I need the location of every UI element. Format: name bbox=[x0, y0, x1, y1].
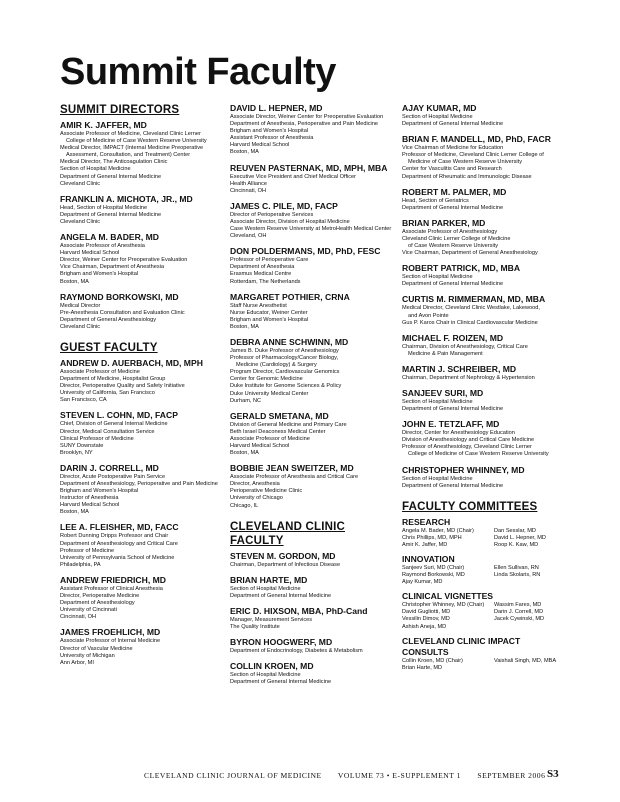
faculty-detail-line: Boston, MA bbox=[60, 278, 89, 285]
faculty-detail-line: Section of Hospital Medicine bbox=[402, 114, 473, 120]
faculty-entry bbox=[230, 551, 392, 569]
faculty-entry bbox=[60, 292, 220, 331]
faculty-detail-line: Department of General Internal Medicine bbox=[402, 204, 504, 211]
faculty-detail-line: Harvard Medical School bbox=[230, 142, 290, 149]
faculty-entry bbox=[60, 627, 220, 666]
committee-member: Ellen Sullivan, RN bbox=[494, 565, 539, 571]
faculty-entry bbox=[230, 637, 392, 655]
committee-member: Raymond Borkowski, MD bbox=[402, 572, 465, 579]
faculty-detail-line: Department of General Internal Medicine bbox=[230, 679, 332, 686]
committee-member: Collin Kroen, MD (Chair) bbox=[402, 657, 463, 664]
faculty-name: ERIC D. HIXSON, MBA, PhD-Cand bbox=[230, 605, 368, 616]
committee-member: Chris Phillips, MD, MPH bbox=[402, 534, 462, 541]
faculty-detail-line: James B. Duke Professor of Anesthesiology bbox=[230, 347, 339, 354]
committee-member: Angela M. Bader, MD (Chair) bbox=[402, 527, 474, 534]
faculty-detail-line: Ann Arbor, MI bbox=[60, 659, 94, 666]
committee-member: Amir K. Jaffer, MD bbox=[402, 541, 448, 548]
faculty-detail-line: and Avon Pointe bbox=[408, 312, 449, 319]
faculty-detail-line: Staff Nurse Anesthetist bbox=[230, 302, 287, 309]
faculty-name: BRIAN F. MANDELL, MD, PhD, FACR bbox=[402, 134, 551, 145]
faculty-detail-line: Chairman, Department of Nephrology & Hypertension bbox=[402, 374, 535, 381]
committee bbox=[402, 554, 567, 586]
committee-member: Roop K. Kaw, MD bbox=[494, 541, 539, 548]
faculty-entry bbox=[402, 419, 567, 458]
cleveland-faculty-list-b bbox=[402, 103, 567, 490]
faculty-entry bbox=[230, 201, 392, 240]
faculty-detail-line: Section of Hospital Medicine bbox=[230, 672, 301, 679]
faculty-detail-line: Harvard Medical School bbox=[60, 250, 120, 257]
faculty-detail-line: Medicine (Cardiology) & Surgery bbox=[236, 362, 317, 369]
faculty-detail-line: Pre-Anesthesia Consultation and Evaluation Clinic bbox=[60, 309, 185, 316]
faculty-detail-line: SUNY Downstate bbox=[60, 442, 104, 449]
faculty-name: COLLIN KROEN, MD bbox=[230, 661, 314, 672]
faculty-detail-line: Medical Director, The Anticoagulation Clinic bbox=[60, 159, 168, 166]
footer bbox=[144, 771, 559, 780]
faculty-detail-line: Instructor of Anesthesia bbox=[60, 495, 119, 502]
committee-member bbox=[494, 624, 567, 631]
faculty-detail-line: Department of General Internal Medicine bbox=[230, 592, 332, 599]
faculty-detail-line: Cleveland Clinic Lerner College of Medicine bbox=[402, 235, 511, 242]
section-faculty-committees: FACULTY COMMITTEES bbox=[402, 500, 538, 513]
section-guest-faculty: GUEST FACULTY bbox=[60, 341, 158, 354]
faculty-entry bbox=[402, 294, 567, 326]
faculty-detail-line: Perioperative Medicine Clinic bbox=[230, 488, 303, 495]
faculty-name: ROBERT PATRICK, MD, MBA bbox=[402, 263, 521, 274]
faculty-detail-line: Assessment, Consultation, and Treatment) Center bbox=[66, 152, 191, 159]
faculty-detail-line: Cleveland Clinic bbox=[60, 180, 101, 187]
faculty-detail-line: Professor of Medicine bbox=[60, 547, 115, 554]
faculty-detail-line: Section of Hospital Medicine bbox=[60, 166, 131, 173]
committee-member: Ajay Kumar, MD bbox=[402, 579, 443, 586]
faculty-detail-line: Assistant Professor of Clinical Anesthesia bbox=[60, 585, 163, 592]
faculty-name: AJAY KUMAR, MD bbox=[402, 103, 477, 113]
section-cleveland-clinic-faculty: CLEVELAND CLINIC FACULTY bbox=[230, 520, 346, 547]
committee-name: CLINICAL VIGNETTES bbox=[402, 591, 494, 602]
faculty-detail-line: Cincinnati, OH bbox=[60, 614, 97, 621]
faculty-entry bbox=[402, 465, 567, 490]
faculty-entry bbox=[402, 187, 567, 212]
faculty-detail-line: University of Michigan bbox=[60, 652, 115, 659]
faculty-name: LEE A. FLEISHER, MD, FACC bbox=[60, 522, 179, 533]
faculty-name: BRIAN HARTE, MD bbox=[230, 574, 308, 585]
faculty-detail-line: Assistant Professor of Anesthesia bbox=[230, 135, 314, 142]
faculty-detail-line: Gus P. Karos Chair in Clinical Cardiovascular Medicine bbox=[402, 319, 538, 326]
faculty-detail-line: Director, Medical Consultation Service bbox=[60, 428, 155, 435]
committee-member: Dan Sesslar, MD bbox=[494, 527, 536, 534]
faculty-detail-line: Manager, Measurement Services bbox=[230, 616, 313, 623]
faculty-detail-line: Department of General Anesthesiology bbox=[60, 316, 157, 323]
summit-directors-list bbox=[60, 120, 220, 331]
faculty-detail-line: Department of Medicine, Hospitalist Group bbox=[60, 376, 166, 383]
faculty-detail-line: of Case Western Reserve University bbox=[408, 243, 499, 250]
faculty-detail-line: Vice Chairman, Department of General Anesthesiology bbox=[402, 250, 538, 257]
faculty-entry bbox=[230, 337, 392, 405]
committees-list bbox=[402, 517, 567, 672]
faculty-detail-line: Robert Dunning Dripps Professor and Chair bbox=[60, 533, 169, 540]
faculty-name: STEVEN M. GORDON, MD bbox=[230, 550, 336, 561]
faculty-detail-line: Center for Vasculitis Care and Research bbox=[402, 166, 502, 173]
faculty-name: FRANKLIN A. MICHOTA, JR., MD bbox=[60, 193, 193, 204]
faculty-detail-line: Professor of Perioperative Care bbox=[230, 257, 309, 264]
faculty-detail-line: Cleveland, OH bbox=[230, 233, 267, 240]
faculty-detail-line: College of Medicine of Case Western Reserve University bbox=[66, 138, 207, 145]
faculty-detail-line: Department of General Internal Medicine bbox=[402, 482, 504, 489]
faculty-detail-line: Medicine & Pain Management bbox=[408, 350, 483, 357]
faculty-name: ANDREW FRIEDRICH, MD bbox=[60, 574, 166, 585]
committee-members bbox=[402, 602, 567, 630]
faculty-detail-line: Division of General Medicine and Primary Care bbox=[230, 421, 347, 428]
committee-member: Wassim Fares, MD bbox=[494, 602, 542, 609]
faculty-name: DEBRA ANNE SCHWINN, MD bbox=[230, 336, 349, 347]
faculty-name: BRIAN PARKER, MD bbox=[402, 217, 486, 228]
faculty-detail-line: Associate Professor of Medicine bbox=[60, 368, 140, 375]
faculty-name: JAMES FROEHLICH, MD bbox=[60, 627, 161, 638]
faculty-detail-line: Brigham and Women's Hospital bbox=[60, 271, 139, 278]
faculty-detail-line: University of Cincinnati bbox=[60, 607, 117, 614]
faculty-detail-line: Cincinnati, OH bbox=[230, 187, 267, 194]
footer-journal: CLEVELAND CLINIC JOURNAL OF MEDICINE bbox=[144, 771, 322, 780]
faculty-entry bbox=[60, 194, 220, 226]
faculty-entry bbox=[60, 410, 220, 456]
faculty-detail-line: University of Chicago bbox=[230, 495, 283, 502]
faculty-detail-line: Director, Perioperative Medicine bbox=[60, 593, 140, 600]
faculty-detail-line: Duke University Medical Center bbox=[230, 390, 309, 397]
committee-member: Jacek Cywinski, MD bbox=[494, 616, 545, 623]
faculty-detail-line: University of Pennsylvania School of Medicine bbox=[60, 554, 175, 561]
faculty-detail-line: Department of General Internal Medicine bbox=[60, 211, 162, 218]
faculty-detail-line: Director, Center for Anesthesiology Education bbox=[402, 430, 515, 437]
faculty-detail-line: Philadelphia, PA bbox=[60, 561, 101, 568]
faculty-detail-line: Department of General Internal Medicine bbox=[402, 121, 504, 128]
faculty-name: AMIR K. JAFFER, MD bbox=[60, 120, 147, 130]
faculty-detail-line: Head, Section of Geriatrics bbox=[402, 197, 469, 204]
faculty-detail-line: Director, Acute Postoperative Pain Service bbox=[60, 473, 166, 480]
faculty-detail-line: Section of Hospital Medicine bbox=[402, 274, 473, 281]
faculty-detail-line: Cleveland Clinic bbox=[60, 323, 101, 330]
faculty-detail-line: Department of Rheumatic and Immunologic Disease bbox=[402, 173, 532, 180]
faculty-detail-line: Cleveland Clinic bbox=[60, 218, 101, 225]
faculty-detail-line: Center for Genomic Medicine bbox=[230, 376, 303, 383]
faculty-detail-line: Harvard Medical School bbox=[230, 443, 290, 449]
faculty-name: REUVEN PASTERNAK, MD, MPH, MBA bbox=[230, 162, 388, 173]
footer-date: SEPTEMBER 2006 bbox=[477, 771, 546, 780]
faculty-name: ANGELA M. BADER, MD bbox=[60, 232, 159, 243]
column-2 bbox=[230, 103, 392, 692]
faculty-detail-line: Associate Professor of Medicine, Cleveland Clinic Lerner bbox=[60, 131, 201, 137]
faculty-name: DON POLDERMANS, MD, PhD, FESC bbox=[230, 246, 381, 257]
faculty-detail-line: Boston, MA bbox=[230, 450, 259, 457]
committee bbox=[402, 591, 567, 630]
faculty-detail-line: Duke Institute for Genome Sciences & Policy bbox=[230, 383, 342, 390]
committee-member: Brian Harte, MD bbox=[402, 664, 443, 671]
faculty-entry bbox=[402, 218, 567, 257]
faculty-name: BYRON HOOGWERF, MD bbox=[230, 637, 333, 648]
faculty-detail-line: Brooklyn, NY bbox=[60, 449, 93, 456]
faculty-entry bbox=[402, 333, 567, 358]
committee-member: David L. Hepner, MD bbox=[494, 534, 546, 541]
faculty-name: MARGARET POTHIER, CRNA bbox=[230, 291, 350, 302]
faculty-detail-line: Brigham and Women's Hospital bbox=[230, 316, 309, 323]
faculty-detail-line: Department of Anesthesiology bbox=[60, 600, 135, 607]
faculty-entry bbox=[402, 103, 567, 128]
committee bbox=[402, 636, 567, 672]
faculty-detail-line: Vice Chairman, Department of Anesthesia bbox=[60, 264, 165, 271]
faculty-detail-line: Section of Hospital Medicine bbox=[402, 475, 473, 482]
faculty-detail-line: Boston, MA bbox=[230, 323, 259, 330]
faculty-entry bbox=[230, 661, 392, 686]
committee-name: RESEARCH bbox=[402, 516, 451, 527]
faculty-detail-line: Boston, MA bbox=[230, 149, 259, 156]
faculty-entry bbox=[230, 292, 392, 331]
committee-members bbox=[402, 658, 567, 672]
faculty-detail-line: Clinical Professor of Medicine bbox=[60, 435, 134, 442]
faculty-detail-line: Section of Hospital Medicine bbox=[230, 585, 301, 592]
faculty-entry bbox=[60, 522, 220, 568]
faculty-detail-line: Brigham and Women's Hospital bbox=[60, 488, 139, 495]
faculty-name: ROBERT M. PALMER, MD bbox=[402, 186, 507, 197]
faculty-entry bbox=[230, 246, 392, 285]
faculty-entry bbox=[60, 120, 220, 188]
faculty-detail-line: Department of Anesthesia, Perioperative and Pain Medicine bbox=[230, 121, 379, 128]
faculty-name: RAYMOND BORKOWSKI, MD bbox=[60, 291, 179, 302]
faculty-detail-line: Associate Professor of Medicine bbox=[230, 435, 310, 442]
faculty-entry bbox=[402, 263, 567, 288]
faculty-detail-line: Associate Professor of Anesthesia bbox=[60, 243, 145, 250]
faculty-detail-line: Boston, MA bbox=[60, 509, 89, 516]
faculty-detail-line: Associate Director, Division of Hospital Medicine bbox=[230, 218, 350, 225]
faculty-detail-line: Beth Israel Deaconess Medical Center bbox=[230, 428, 326, 435]
faculty-entry bbox=[230, 606, 392, 631]
guest-faculty-list-a bbox=[60, 358, 220, 667]
committee-member: Sanjeev Suri, MD (Chair) bbox=[402, 565, 465, 571]
committee-name: INNOVATION bbox=[402, 554, 455, 564]
faculty-entry bbox=[402, 134, 567, 180]
faculty-detail-line: Director, Weiner Center for Preoperative Evaluation bbox=[60, 257, 188, 264]
faculty-name: STEVEN L. COHN, MD, FACP bbox=[60, 410, 178, 421]
faculty-entry bbox=[402, 364, 567, 382]
faculty-detail-line: Director, Anesthesia bbox=[230, 481, 280, 488]
faculty-detail-line: Harvard Medical School bbox=[60, 502, 120, 509]
faculty-entry bbox=[60, 358, 220, 404]
faculty-entry bbox=[60, 463, 220, 517]
committee-member: Christopher Whinney, MD (Chair) bbox=[402, 602, 485, 609]
faculty-detail-line: University of California, San Francisco bbox=[60, 390, 155, 397]
faculty-name: MICHAEL F. ROIZEN, MD bbox=[402, 332, 504, 343]
faculty-detail-line: Medicine of Case Western Reserve University bbox=[408, 159, 522, 166]
faculty-detail-line: Department of General Internal Medicine bbox=[402, 406, 504, 413]
faculty-detail-line: Department of Endocrinology, Diabetes & Metabolism bbox=[230, 648, 363, 655]
section-summit-directors: SUMMIT DIRECTORS bbox=[60, 104, 180, 116]
faculty-detail-line: The Quality Institute bbox=[230, 624, 280, 631]
faculty-entry bbox=[402, 388, 567, 413]
committee-member bbox=[494, 579, 567, 586]
faculty-detail-line: Professor of Pharmacology/Cancer Biology, bbox=[230, 355, 339, 362]
column-1 bbox=[60, 103, 220, 673]
committee-member: Vessilin Dimov, MD bbox=[402, 616, 450, 623]
faculty-entry bbox=[230, 103, 392, 157]
faculty-detail-line: Head, Section of Hospital Medicine bbox=[60, 204, 148, 211]
faculty-detail-line: Brigham and Women's Hospital bbox=[230, 128, 309, 135]
faculty-name: CHRISTOPHER WHINNEY, MD bbox=[402, 464, 525, 475]
faculty-name: ANDREW D. AUERBACH, MD, MPH bbox=[60, 357, 203, 368]
faculty-name: BOBBIE JEAN SWEITZER, MD bbox=[230, 463, 354, 474]
faculty-detail-line: Chairman, Department of Infectious Disease bbox=[230, 561, 341, 568]
committee-member: David Gugliotti, MD bbox=[402, 609, 451, 616]
faculty-detail-line: Vice Chairman of Medicine for Education bbox=[402, 145, 504, 152]
faculty-detail-line: Associate Professor of Internal Medicine bbox=[60, 638, 161, 645]
committee-member bbox=[494, 665, 567, 672]
faculty-entry bbox=[230, 163, 392, 195]
cleveland-faculty-list-a bbox=[230, 551, 392, 687]
faculty-detail-line: Medical Director bbox=[60, 302, 101, 309]
committee-members bbox=[402, 565, 567, 586]
faculty-detail-line: Department of General Internal Medicine bbox=[60, 173, 162, 180]
faculty-entry bbox=[230, 575, 392, 600]
faculty-detail-line: Department of Anesthesiology and Critical Care bbox=[60, 540, 178, 547]
faculty-detail-line: Director of Vascular Medicine bbox=[60, 645, 133, 652]
faculty-detail-line: Department of Anesthesia bbox=[230, 264, 295, 271]
faculty-entry bbox=[60, 232, 220, 286]
committee-member: Ashish Aneja, MD bbox=[402, 623, 447, 630]
faculty-detail-line: Associate Professor of Anesthesia and Critical Care bbox=[230, 474, 359, 481]
faculty-name: SANJEEV SURI, MD bbox=[402, 387, 484, 398]
faculty-detail-line: Division of Anesthesiology and Critical Care Medicine bbox=[402, 437, 535, 444]
faculty-detail-line: Chairman, Division of Anesthesiology, Critical Care bbox=[402, 343, 528, 350]
faculty-detail-line: Erasmus Medical Centre bbox=[230, 271, 292, 278]
committee-name: CLEVELAND CLINIC IMPACT CONSULTS bbox=[402, 635, 521, 657]
faculty-detail-line: Professor of Medicine, Cleveland Clinic Lerner College of bbox=[402, 152, 544, 159]
faculty-detail-line: Health Alliance bbox=[230, 180, 268, 187]
faculty-detail-line: Professor of Anesthesiology, Cleveland Clinic Lerner bbox=[402, 444, 532, 451]
faculty-detail-line: Director, Perioperative Quality and Safety Initiative bbox=[60, 383, 185, 390]
faculty-detail-line: Chief, Division of General Internal Medicine bbox=[60, 421, 168, 428]
column-3 bbox=[402, 103, 567, 677]
committee bbox=[402, 517, 567, 549]
faculty-entry bbox=[60, 575, 220, 621]
faculty-detail-line: Medical Director, Cleveland Clinic Westlake, Lakewood, bbox=[402, 305, 540, 312]
faculty-detail-line: College of Medicine of Case Western Reserve University bbox=[408, 451, 549, 458]
guest-faculty-list-b bbox=[230, 103, 392, 510]
faculty-name: GERALD SMETANA, MD bbox=[230, 410, 329, 421]
page-title: Summit Faculty bbox=[60, 51, 336, 93]
faculty-detail-line: Department of Anesthesiology, Perioperative and Pain Medicine bbox=[60, 481, 218, 487]
faculty-entry bbox=[230, 411, 392, 457]
faculty-detail-line: Case Western Reserve University at MetroHealth Medical Center bbox=[230, 226, 392, 233]
faculty-detail-line: Rotterdam, The Netherlands bbox=[230, 278, 301, 285]
committee-members bbox=[402, 528, 567, 549]
faculty-detail-line: Director of Perioperative Services bbox=[230, 211, 314, 218]
faculty-detail-line: Associate Director, Weiner Center for Preoperative Evaluation bbox=[230, 114, 384, 120]
committee-member: Darin J. Correll, MD bbox=[494, 609, 544, 616]
faculty-detail-line: Durham, NC bbox=[230, 397, 262, 404]
faculty-name: DARIN J. CORRELL, MD bbox=[60, 462, 159, 473]
faculty-name: DAVID L. HEPNER, MD bbox=[230, 103, 323, 113]
faculty-detail-line: Executive Vice President and Chief Medical Officer bbox=[230, 173, 357, 180]
faculty-detail-line: Department of General Internal Medicine bbox=[402, 281, 504, 288]
footer-issue: VOLUME 73 • E-SUPPLEMENT 1 bbox=[337, 771, 461, 780]
faculty-name: JAMES C. PILE, MD, FACP bbox=[230, 200, 338, 211]
faculty-detail-line: Section of Hospital Medicine bbox=[402, 398, 473, 405]
committee-member: Vaishali Singh, MD, MBA bbox=[494, 657, 557, 664]
faculty-name: CURTIS M. RIMMERMAN, MD, MBA bbox=[402, 294, 546, 305]
faculty-name: JOHN E. TETZLAFF, MD bbox=[402, 419, 500, 430]
faculty-detail-line: Nurse Educator, Weiner Center bbox=[230, 309, 308, 316]
faculty-entry bbox=[230, 463, 392, 509]
faculty-name: MARTIN J. SCHREIBER, MD bbox=[402, 363, 517, 374]
faculty-detail-line: Chicago, IL bbox=[230, 502, 259, 509]
faculty-detail-line: Program Director, Cardiovascular Genomics bbox=[230, 369, 340, 376]
faculty-detail-line: San Francisco, CA bbox=[60, 397, 107, 404]
faculty-detail-line: Associate Professor of Anesthesiology bbox=[402, 228, 498, 235]
page-number: S3 bbox=[547, 768, 559, 780]
committee-member: Linda Skolaris, RN bbox=[494, 572, 541, 579]
faculty-detail-line: Medical Director, IMPACT (Internal Medicine Preoperative bbox=[60, 145, 204, 152]
